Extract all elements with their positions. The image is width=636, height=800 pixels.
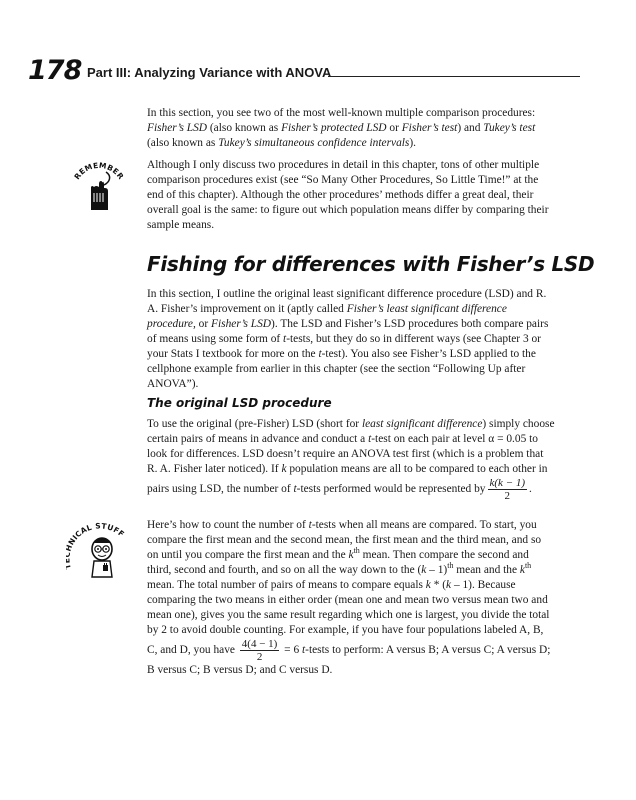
technical-stuff-icon — [66, 519, 132, 581]
section-heading: Fishing for differences with Fisher’s LSD — [147, 252, 595, 276]
running-header — [28, 55, 552, 86]
intro-paragraph: In this section, you see two of the most well-known multiple comparison procedures: Fisher’s LSD (also known as Fisher’s protected LSD or Fisher’s test) and Tukey’s test (also known as Tukey’s simultaneous confidence intervals). — [147, 107, 536, 149]
remember-icon-caption: REMEMBER — [72, 160, 126, 182]
remember-icon — [66, 158, 132, 216]
subsection-heading: The original LSD procedure — [147, 396, 332, 410]
part-title: Part III: Analyzing Variance with ANOVA — [87, 65, 332, 80]
technical-icon-caption: NICAL STUFF — [66, 521, 127, 547]
page-number: 178 — [28, 55, 82, 86]
lsd-paragraph: To use the original (pre-Fisher) LSD (short for least significant difference) simply choose certain pairs of means in advance and conduct a t-test on each pair at level α = 0.05 to look for differences. LSD doesn’t require an ANOVA test first (which is a problem that R. A. Fisher later noticed). If k population means are all to be compared to each other in pairs using LSD, the number of t-tests performed would be represented by $\frac{k(k - 1)}{2}$ . — [147, 418, 555, 502]
section-paragraph: In this section, I outline the original least significant difference procedure (LSD) and R. A. Fisher’s improvement on it (aptly called Fisher’s least significant difference procedure, or Fisher’s LSD). The LSD and Fisher’s LSD procedures both compare pairs of means using some form of t-tests, but they do so in different ways (see Chapter 3 or your Stats I textbook for more on the t-test). You also see Fisher’s LSD applied to the cellphone example from earlier in this chapter (see the section “Following Up after ANOVA”). — [147, 288, 549, 390]
lsd-fraction: $\frac{k(k - 1)}{2}$ — [489, 477, 526, 502]
remember-paragraph: Although I only discuss two procedures in detail in this chapter, tons of other multiple comparison procedures exist (see “So Many Other Procedures, So Little Time!” at the end of this chapter). Although the other procedures’ methods differ a great deal, their overall goal is the same: to figure out which population means differ by comparing their sample means. — [147, 159, 549, 231]
svg-text:REMEMBER — [72, 161, 125, 181]
header-rule — [328, 76, 580, 77]
tech-fraction: $\frac{4(4 - 1)}{2}$ — [241, 638, 278, 663]
technical-paragraph: Here’s how to count the number of t-tests when all means are compared. To start, you compare the first mean and the second mean, the first mean and the third mean, and so on until you compare the first mean and the $k^{th}$ mean. Then compare the second and third, second and fourth, and so on all the way down to the (k – 1)$^{th}$ mean and the $k^{th}$ mean. The total number of pairs of means to compare equals k * (k – 1). Because comparing the two means in either order (mean one and mean two versus mean two and mean one), gives you the same result regarding which one is largest, you divide the total by 2 to avoid double counting. For example, if you have four populations labeled A, B, C, and D, you have $\frac{4(4 - 1)}{2}$ = 6 t-tests to perform: A versus B; A versus C; A versus D; B versus C; B versus D; and C versus D. — [147, 519, 551, 676]
